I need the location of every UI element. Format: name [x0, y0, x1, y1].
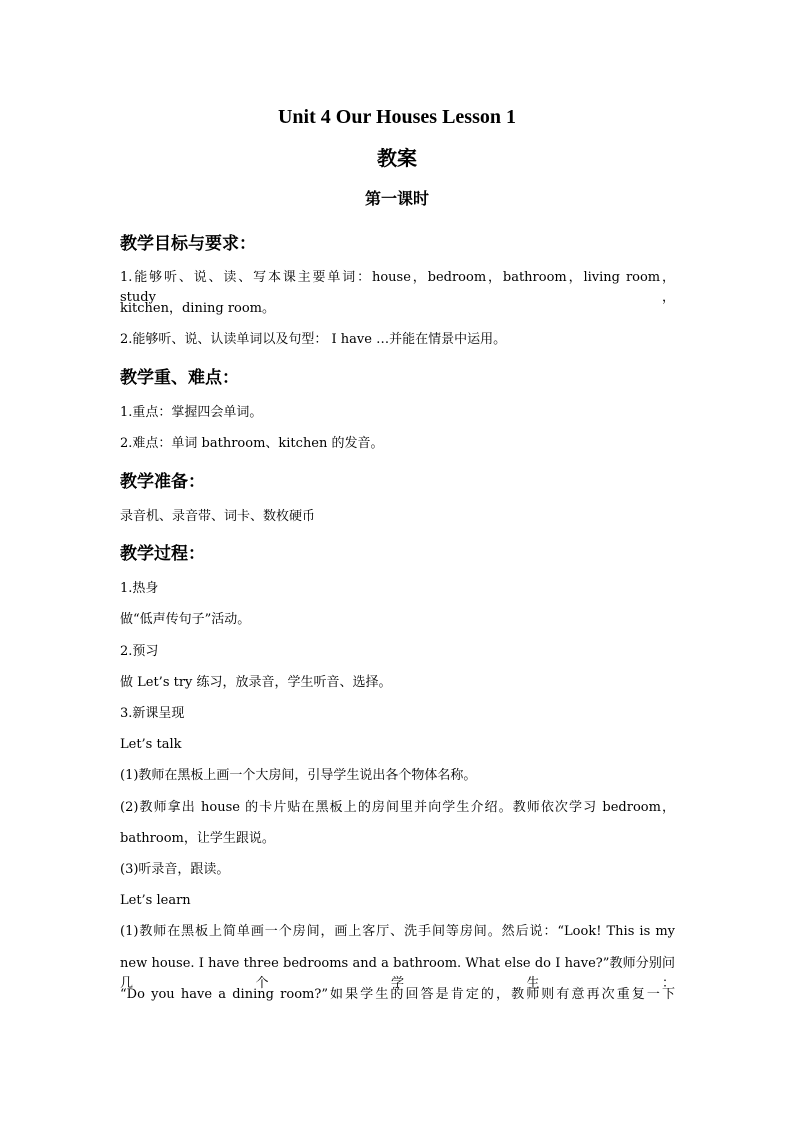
goals-line-2: kitchen，dining room。 — [120, 301, 276, 316]
process-line-3: 2.预习 — [120, 644, 159, 659]
process-line-14: “Do you have a dining room?”如果学生的回答是肯定的，教师则有意再次重复一下 — [120, 987, 675, 1002]
preparation-line-1: 录音机、录音带、词卡、数枚硬币 — [120, 509, 316, 524]
document-type: 教案 — [377, 146, 417, 170]
process-line-10: (3)听录音，跟读。 — [120, 862, 230, 877]
process-line-12: (1)教师在黑板上简单画一个房间，画上客厅、洗手间等房间。然后说：“Look! This is my — [120, 924, 675, 939]
goals-line-3: 2.能够听、说、认读单词以及句型： I have …并能在情景中运用。 — [120, 332, 507, 347]
process-line-11: Let’s learn — [120, 893, 191, 908]
process-line-4: 做 Let’s try 练习，放录音，学生听音、选择。 — [120, 675, 392, 690]
process-line-7: (1)教师在黑板上画一个大房间，引导学生说出各个物体名称。 — [120, 768, 477, 783]
goals-line-1: 1.能够听、说、读、写本课主要单词：house，bedroom，bathroom，living room，study， — [120, 270, 675, 305]
process-line-5: 3.新课呈现 — [120, 706, 185, 721]
goals-heading: 教学目标与要求： — [120, 234, 256, 254]
process-line-13: new house. I have three bedrooms and a bathroom. What else do I have?”教师分别问几个学生： — [120, 956, 675, 991]
period-subtitle: 第一课时 — [364, 189, 429, 208]
page-title: Unit 4 Our Houses Lesson 1 — [277, 106, 516, 128]
process-line-9: bathroom，让学生跟说。 — [120, 831, 275, 846]
key-points-heading: 教学重、难点： — [120, 368, 239, 388]
preparation-heading: 教学准备： — [120, 472, 205, 492]
process-line-2: 做“低声传句子”活动。 — [120, 612, 251, 627]
process-line-6: Let’s talk — [120, 737, 182, 752]
key-points-line-2: 2.难点：单词 bathroom、kitchen 的发音。 — [120, 436, 384, 451]
process-line-1: 1.热身 — [120, 581, 159, 596]
key-points-line-1: 1.重点：掌握四会单词。 — [120, 405, 263, 420]
process-heading: 教学过程： — [120, 544, 205, 564]
process-line-8: (2)教师拿出 house 的卡片贴在黑板上的房间里并向学生介绍。教师依次学习 bedroom， — [120, 800, 675, 815]
